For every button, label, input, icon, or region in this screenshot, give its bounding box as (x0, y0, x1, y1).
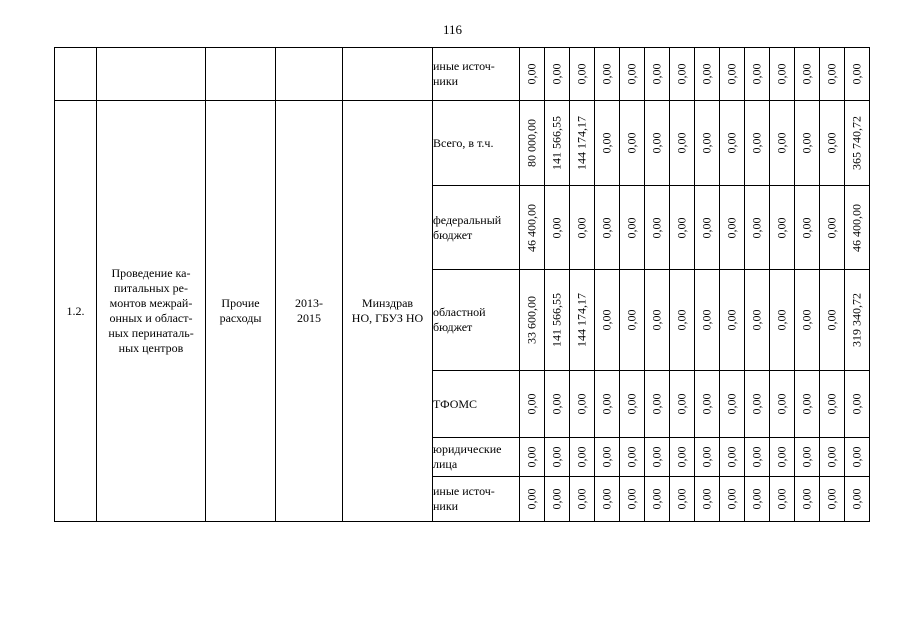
value-text: 0,00 (574, 63, 589, 85)
value-cell (720, 477, 745, 522)
value-text: 0,00 (674, 488, 689, 510)
value-cell (720, 48, 745, 101)
value-text: 0,00 (674, 446, 689, 468)
value-cell (820, 186, 845, 270)
value-cell (795, 270, 820, 371)
item-name: Проведение ка- питальных ре- монтов межрай- онных и област- ных перинаталь- ных центров (97, 101, 206, 522)
value-text: 0,00 (824, 63, 839, 85)
value-cell (520, 101, 545, 186)
value-cell (570, 270, 595, 371)
value-text: 365 740,72 (849, 116, 864, 170)
value-cell (595, 101, 620, 186)
table-row (55, 101, 870, 186)
value-text: 0,00 (649, 446, 664, 468)
value-text: 0,00 (824, 488, 839, 510)
value-text: 0,00 (799, 488, 814, 510)
value-text: 0,00 (624, 393, 639, 415)
funding-source: иные источ- ники (433, 48, 520, 101)
empty-cell (97, 48, 206, 101)
value-cell (570, 438, 595, 477)
page-number: 116 (442, 22, 463, 37)
value-cell (770, 438, 795, 477)
value-text: 0,00 (699, 309, 714, 331)
value-text: 0,00 (649, 488, 664, 510)
value-cell (670, 48, 695, 101)
value-text: 0,00 (574, 488, 589, 510)
value-text: 0,00 (724, 217, 739, 238)
value-cell (670, 270, 695, 371)
value-text: 0,00 (524, 488, 539, 510)
value-text: 0,00 (549, 488, 564, 510)
value-text: 141 566,55 (549, 116, 564, 170)
value-cell (695, 186, 720, 270)
value-text: 0,00 (774, 393, 789, 415)
value-text: 0,00 (774, 63, 789, 85)
value-text: 0,00 (799, 393, 814, 415)
value-text: 0,00 (774, 132, 789, 154)
value-text: 144 174,17 (574, 293, 589, 347)
value-cell (570, 371, 595, 438)
value-text: 0,00 (624, 309, 639, 331)
value-cell (695, 477, 720, 522)
executor: Минздрав НО, ГБУЗ НО (343, 101, 433, 522)
funding-source: областной бюджет (433, 270, 520, 371)
value-cell (845, 48, 870, 101)
value-cell (620, 270, 645, 371)
value-text: 0,00 (849, 488, 864, 510)
value-cell (545, 48, 570, 101)
value-cell (670, 477, 695, 522)
value-cell (595, 477, 620, 522)
value-cell (570, 186, 595, 270)
value-text: 0,00 (799, 217, 814, 238)
years: 2013- 2015 (276, 101, 343, 522)
value-text: 0,00 (649, 309, 664, 331)
value-cell (595, 48, 620, 101)
value-text: 0,00 (749, 309, 764, 331)
value-cell (795, 101, 820, 186)
empty-cell (206, 48, 276, 101)
funding-source: Всего, в т.ч. (433, 101, 520, 186)
value-cell (845, 270, 870, 371)
value-text: 0,00 (549, 217, 564, 238)
value-cell (620, 101, 645, 186)
value-text: 0,00 (724, 488, 739, 510)
budget-table (54, 47, 870, 522)
value-cell (770, 477, 795, 522)
value-cell (720, 270, 745, 371)
value-cell (745, 270, 770, 371)
value-text: 0,00 (799, 132, 814, 154)
value-text: 0,00 (699, 488, 714, 510)
value-cell (845, 438, 870, 477)
value-text: 0,00 (549, 393, 564, 415)
value-cell (620, 186, 645, 270)
value-text: 0,00 (699, 393, 714, 415)
value-cell (545, 270, 570, 371)
value-cell (545, 186, 570, 270)
value-text: 0,00 (649, 393, 664, 415)
value-text: 0,00 (599, 393, 614, 415)
empty-cell (55, 48, 97, 101)
value-text: 0,00 (549, 63, 564, 85)
value-text: 0,00 (574, 446, 589, 468)
value-text: 0,00 (774, 446, 789, 468)
value-text: 0,00 (599, 309, 614, 331)
value-text: 0,00 (749, 488, 764, 510)
value-cell (695, 438, 720, 477)
value-text: 0,00 (649, 63, 664, 85)
value-text: 0,00 (824, 309, 839, 331)
value-text: 0,00 (674, 132, 689, 154)
value-cell (670, 371, 695, 438)
value-cell (620, 477, 645, 522)
value-cell (545, 101, 570, 186)
value-cell (570, 477, 595, 522)
value-text: 0,00 (699, 132, 714, 154)
value-cell (595, 438, 620, 477)
value-cell (770, 371, 795, 438)
value-text: 0,00 (624, 446, 639, 468)
value-text: 0,00 (524, 446, 539, 468)
value-text: 0,00 (774, 309, 789, 331)
value-text: 141 566,55 (549, 293, 564, 347)
value-text: 0,00 (699, 217, 714, 238)
value-cell (845, 101, 870, 186)
value-cell (520, 270, 545, 371)
value-text: 0,00 (749, 217, 764, 238)
value-cell (745, 438, 770, 477)
value-cell (620, 371, 645, 438)
value-text: 0,00 (699, 63, 714, 85)
value-cell (670, 186, 695, 270)
value-cell (645, 477, 670, 522)
value-text: 0,00 (824, 393, 839, 415)
value-cell (820, 477, 845, 522)
value-cell (845, 477, 870, 522)
table-row (55, 48, 870, 101)
value-text: 0,00 (799, 63, 814, 85)
funding-source: юридические лица (433, 438, 520, 477)
funding-source: федеральный бюджет (433, 186, 520, 270)
value-cell (745, 477, 770, 522)
value-cell (645, 438, 670, 477)
value-text: 0,00 (824, 132, 839, 154)
value-cell (670, 438, 695, 477)
value-text: 33 600,00 (524, 296, 539, 344)
value-cell (545, 371, 570, 438)
funding-source: иные источ- ники (433, 477, 520, 522)
value-cell (670, 101, 695, 186)
value-cell (795, 48, 820, 101)
value-text: 80 000,00 (524, 119, 539, 167)
value-cell (770, 270, 795, 371)
value-cell (570, 48, 595, 101)
value-cell (520, 371, 545, 438)
value-cell (795, 371, 820, 438)
value-text: 0,00 (749, 393, 764, 415)
value-text: 0,00 (574, 217, 589, 238)
value-text: 0,00 (524, 393, 539, 415)
value-text: 0,00 (624, 63, 639, 85)
value-cell (645, 186, 670, 270)
value-text: 0,00 (599, 217, 614, 238)
value-text: 0,00 (649, 132, 664, 154)
item-number: 1.2. (55, 101, 97, 522)
value-text: 144 174,17 (574, 116, 589, 170)
value-text: 0,00 (699, 446, 714, 468)
value-cell (770, 48, 795, 101)
value-text: 0,00 (674, 393, 689, 415)
empty-cell (343, 48, 433, 101)
value-text: 0,00 (824, 217, 839, 238)
value-cell (820, 270, 845, 371)
value-cell (745, 48, 770, 101)
value-text: 0,00 (599, 446, 614, 468)
value-cell (645, 270, 670, 371)
value-text: 0,00 (799, 309, 814, 331)
expense-type: Прочие расходы (206, 101, 276, 522)
value-text: 0,00 (849, 63, 864, 85)
value-text: 0,00 (749, 446, 764, 468)
value-text: 0,00 (524, 63, 539, 85)
value-cell (720, 101, 745, 186)
value-cell (820, 48, 845, 101)
value-text: 0,00 (599, 488, 614, 510)
value-cell (795, 438, 820, 477)
value-cell (645, 371, 670, 438)
value-cell (695, 48, 720, 101)
value-cell (595, 371, 620, 438)
value-text: 0,00 (774, 217, 789, 238)
value-cell (620, 438, 645, 477)
value-cell (595, 270, 620, 371)
value-cell (770, 101, 795, 186)
value-text: 0,00 (774, 488, 789, 510)
value-cell (770, 186, 795, 270)
value-text: 0,00 (574, 393, 589, 415)
value-text: 0,00 (549, 446, 564, 468)
value-text: 0,00 (849, 446, 864, 468)
value-cell (820, 438, 845, 477)
value-cell (545, 438, 570, 477)
value-cell (645, 48, 670, 101)
value-cell (820, 101, 845, 186)
value-text: 46 400,00 (849, 203, 864, 252)
value-text: 0,00 (849, 393, 864, 415)
value-text: 0,00 (624, 132, 639, 154)
value-text: 0,00 (724, 393, 739, 415)
value-cell (795, 186, 820, 270)
value-cell (695, 371, 720, 438)
value-cell (795, 477, 820, 522)
value-text: 0,00 (674, 63, 689, 85)
value-cell (695, 270, 720, 371)
value-text: 0,00 (749, 63, 764, 85)
value-cell (745, 371, 770, 438)
value-text: 0,00 (624, 488, 639, 510)
value-text: 0,00 (724, 132, 739, 154)
value-cell (645, 101, 670, 186)
value-text: 0,00 (749, 132, 764, 154)
value-cell (720, 438, 745, 477)
funding-source: ТФОМС (433, 371, 520, 438)
value-cell (845, 371, 870, 438)
value-text: 0,00 (649, 217, 664, 238)
value-text: 0,00 (724, 63, 739, 85)
value-cell (520, 438, 545, 477)
value-cell (545, 477, 570, 522)
value-text: 0,00 (799, 446, 814, 468)
value-text: 0,00 (724, 446, 739, 468)
value-cell (520, 186, 545, 270)
value-text: 0,00 (724, 309, 739, 331)
value-cell (720, 371, 745, 438)
value-cell (595, 186, 620, 270)
value-cell (520, 48, 545, 101)
value-text: 0,00 (624, 217, 639, 238)
value-text: 46 400,00 (524, 203, 539, 252)
value-text: 319 340,72 (849, 293, 864, 347)
value-text: 0,00 (674, 309, 689, 331)
value-text: 0,00 (674, 217, 689, 238)
empty-cell (276, 48, 343, 101)
value-cell (820, 371, 845, 438)
value-cell (520, 477, 545, 522)
value-cell (620, 48, 645, 101)
value-text: 0,00 (824, 446, 839, 468)
value-cell (745, 186, 770, 270)
value-cell (845, 186, 870, 270)
value-cell (745, 101, 770, 186)
value-cell (695, 101, 720, 186)
value-text: 0,00 (599, 132, 614, 154)
value-cell (570, 101, 595, 186)
value-cell (720, 186, 745, 270)
value-text: 0,00 (599, 63, 614, 85)
